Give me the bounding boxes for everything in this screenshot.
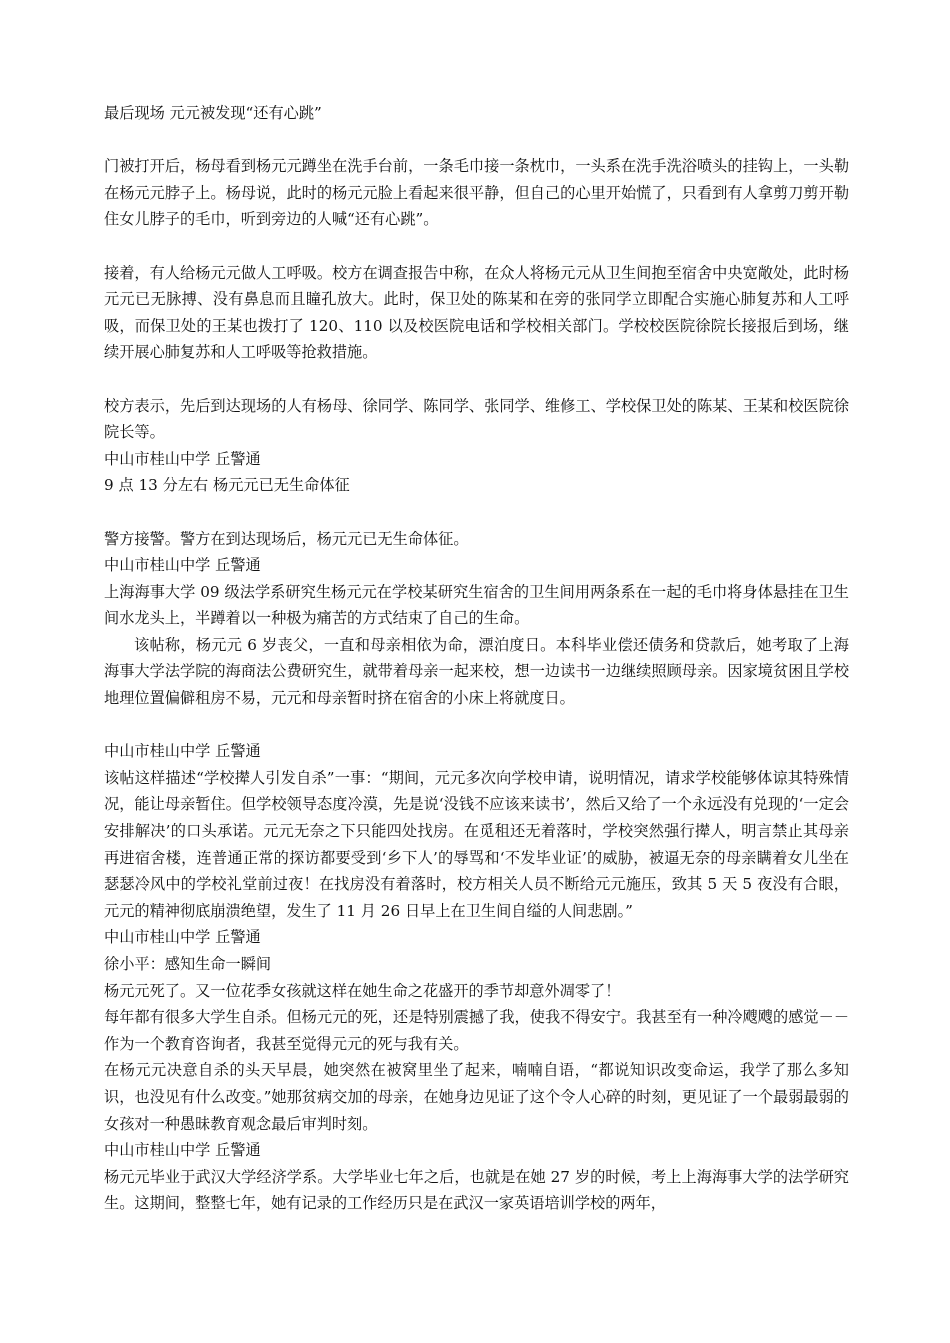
- paragraph: 杨元元死了。又一位花季女孩就这样在她生命之花盛开的季节却意外凋零了！: [104, 981, 621, 1000]
- paragraph-spacer: [104, 233, 849, 260]
- paragraph: 上海海事大学 09 级法学系研究生杨元元在学校某研究生宿舍的卫生间用两条系在一起的毛巾将身体悬挂在卫生间水龙头上，半蹲着以一种极为痛苦的方式结束了自己的生命。: [104, 582, 849, 628]
- paragraph: 门被打开后，杨母看到杨元元蹲坐在洗手台前，一条毛巾接一条枕巾，一头系在洗手洗浴喷头的挂钩上，一头勒在杨元元脖子上。杨母说，此时的杨元元脸上看起来很平静，但自己的心里开始慌了，只看到有人拿剪刀剪开勒住女儿脖子的毛巾，听到旁边的人喊“还有心跳”。: [104, 157, 849, 229]
- paragraph: 9 点 13 分左右 杨元元已无生命体征: [104, 476, 350, 495]
- document-page: [104, 100, 849, 1217]
- paragraph: 中山市桂山中学 丘警通: [104, 928, 261, 947]
- paragraph: 中山市桂山中学 丘警通: [104, 449, 261, 468]
- paragraph: 校方表示，先后到达现场的人有杨母、徐同学、陈同学、张同学、维修工、学校保卫处的陈某、王某和校医院徐院长等。: [104, 396, 849, 442]
- paragraph: 该帖这样描述“学校撵人引发自杀”一事：“期间，元元多次向学校申请，说明情况，请求学校能够体谅其特殊情况，能让母亲暂住。但学校领导态度冷漠，先是说‘没钱不应该来读书’，然后又给了一个永远没有兑现的‘一定会安排解决’的口头承诺。元元无奈之下只能四处找房。在觅租还无着落时，学校突然强行撵人，明言禁止其母亲再进宿舍楼，连普通正常的探访都要受到‘乡下人’的辱骂和‘不发毕业证’的威胁，被逼无奈的母亲瞒着女儿坐在瑟瑟冷风中的学校礼堂前过夜！在找房没有着落时，校方相关人员不断给元元施压，致其 5 天 5 夜没有合眼，元元的精神彻底崩溃绝望，发生了 11 月 26 日早上在卫生间自缢的人间悲剧。”: [104, 768, 849, 920]
- paragraph: 在杨元元决意自杀的头天早晨，她突然在被窝里坐了起来，喃喃自语，“都说知识改变命运，我学了那么多知识，也没见有什么改变。”她那贫病交加的母亲，在她身边见证了这个令人心碎的时刻，更见证了一个最弱最弱的女孩对一种愚昧教育观念最后审判时刻。: [104, 1061, 849, 1133]
- paragraph-spacer: [104, 499, 849, 526]
- paragraph: 该帖称，杨元元 6 岁丧父，一直和母亲相依为命，漂泊度日。本科毕业偿还债务和贷款后，她考取了上海海事大学法学院的海商法公费研究生，就带着母亲一起来校，想一边读书一边继续照顾母亲。因家境贫困且学校地理位置偏僻租房不易，元元和母亲暂时挤在宿舍的小床上将就度日。: [104, 635, 849, 708]
- paragraph: 最后现场 元元被发现“还有心跳”: [104, 104, 322, 122]
- paragraph: 每年都有很多大学生自杀。但杨元元的死，还是特别震撼了我，使我不得安宁。我甚至有一种冷飕飕的感觉－－作为一个教育咨询者，我甚至觉得元元的死与我有关。: [104, 1008, 849, 1053]
- paragraph: 徐小平：感知生命一瞬间: [104, 955, 272, 973]
- paragraph: 杨元元毕业于武汉大学经济学系。大学毕业七年之后，也就是在她 27 岁的时候，考上上海海事大学的法学研究生。这期间，整整七年，她有记录的工作经历只是在武汉一家英语培训学校的两年，: [104, 1167, 849, 1213]
- paragraph-spacer: [104, 712, 849, 739]
- paragraph: 中山市桂山中学 丘警通: [104, 556, 261, 575]
- paragraph: 警方接警。警方在到达现场后，杨元元已无生命体征。: [104, 529, 469, 548]
- paragraph-spacer: [104, 366, 849, 393]
- paragraph-spacer: [104, 127, 849, 154]
- paragraph: 中山市桂山中学 丘警通: [104, 742, 261, 761]
- paragraph: 中山市桂山中学 丘警通: [104, 1141, 261, 1160]
- paragraph: 接着，有人给杨元元做人工呼吸。校方在调查报告中称，在众人将杨元元从卫生间抱至宿舍中央宽敞处，此时杨元元已无脉搏、没有鼻息而且瞳孔放大。此时，保卫处的陈某和在旁的张同学立即配合实施心肺复苏和人工呼吸，而保卫处的王某也拨打了 120、110 以及校医院电话和学校相关部门。学校校医院徐院长接报后到场，继续开展心肺复苏和人工呼吸等抢救措施。: [104, 263, 849, 362]
